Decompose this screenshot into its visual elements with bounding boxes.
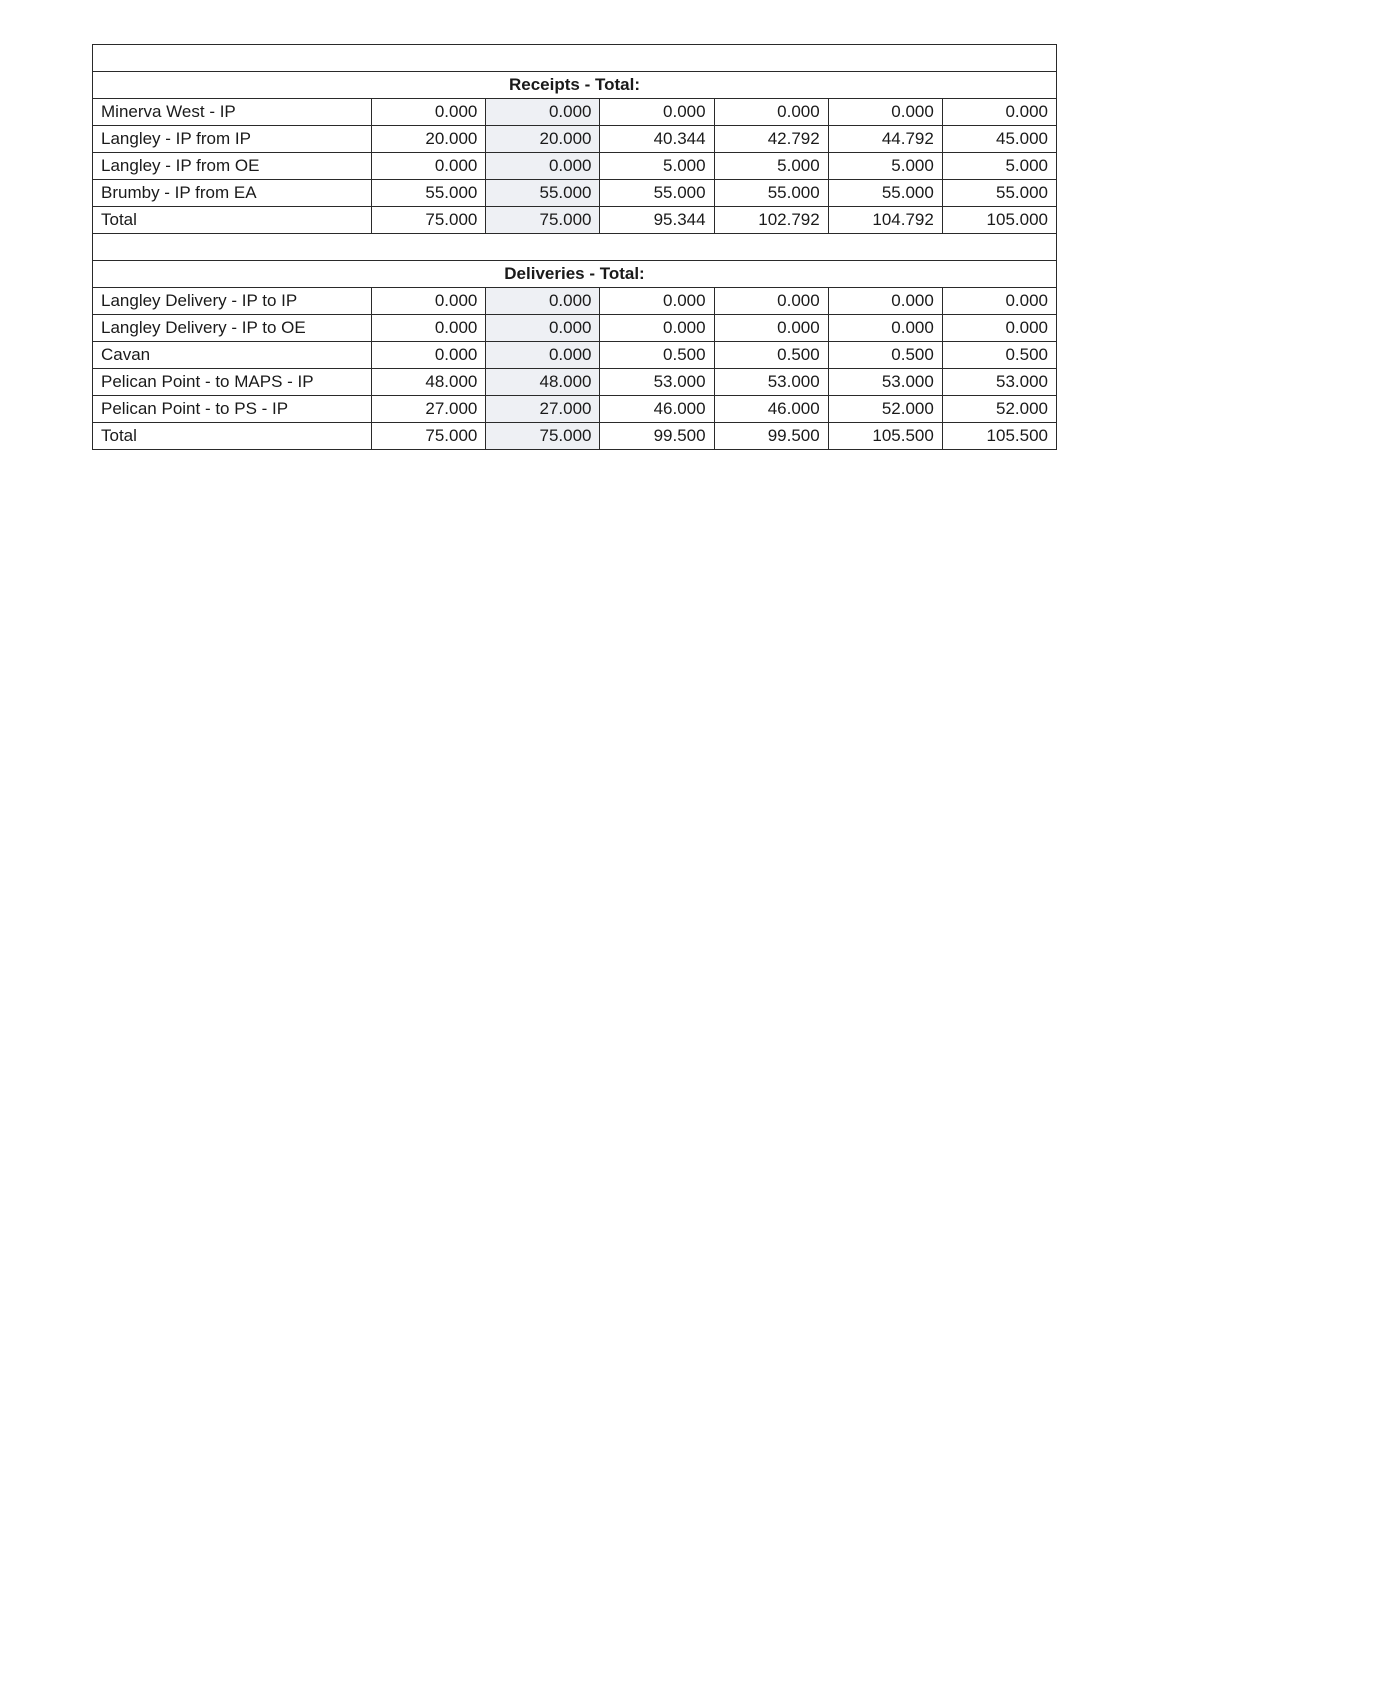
- value-cell: 20.000: [486, 126, 600, 153]
- section-separator: [93, 234, 1057, 288]
- value-cell: 0.500: [828, 342, 942, 369]
- value-cell: 0.000: [942, 315, 1056, 342]
- flow-table-sheet: [92, 44, 1057, 450]
- value-cell: 75.000: [486, 207, 600, 234]
- table-row: [93, 423, 1057, 450]
- value-cell: 0.000: [372, 153, 486, 180]
- value-cell: 0.000: [600, 315, 714, 342]
- value-cell: 55.000: [486, 180, 600, 207]
- value-cell: 44.792: [828, 126, 942, 153]
- value-cell: 53.000: [942, 369, 1056, 396]
- value-cell: 105.500: [942, 423, 1056, 450]
- value-cell: 0.000: [372, 288, 486, 315]
- row-label: Total: [93, 207, 372, 234]
- section-header-receipts: [93, 72, 1057, 99]
- value-cell: 0.000: [942, 99, 1056, 126]
- value-cell: 48.000: [372, 369, 486, 396]
- value-cell: 55.000: [942, 180, 1056, 207]
- value-cell: 53.000: [600, 369, 714, 396]
- value-cell: 20.000: [372, 126, 486, 153]
- row-label: Langley - IP from IP: [93, 126, 372, 153]
- value-cell: 0.000: [486, 288, 600, 315]
- value-cell: 5.000: [942, 153, 1056, 180]
- row-label: Total: [93, 423, 372, 450]
- flow-table-body: [93, 45, 1057, 99]
- value-cell: 27.000: [372, 396, 486, 423]
- value-cell: 27.000: [486, 396, 600, 423]
- value-cell: 0.000: [714, 315, 828, 342]
- value-cell: 99.500: [714, 423, 828, 450]
- value-cell: 0.000: [714, 99, 828, 126]
- row-label: Langley Delivery - IP to IP: [93, 288, 372, 315]
- value-cell: 45.000: [942, 126, 1056, 153]
- value-cell: 5.000: [600, 153, 714, 180]
- row-label: Pelican Point - to MAPS - IP: [93, 369, 372, 396]
- value-cell: 53.000: [714, 369, 828, 396]
- value-cell: 55.000: [600, 180, 714, 207]
- value-cell: 0.000: [828, 288, 942, 315]
- value-cell: 48.000: [486, 369, 600, 396]
- value-cell: 52.000: [828, 396, 942, 423]
- receipts-title: Receipts - Total:: [93, 72, 1057, 99]
- value-cell: 46.000: [714, 396, 828, 423]
- table-row: [93, 288, 1057, 315]
- row-label: Pelican Point - to PS - IP: [93, 396, 372, 423]
- table-row: [93, 369, 1057, 396]
- value-cell: 75.000: [486, 423, 600, 450]
- table-row: [93, 99, 1057, 126]
- value-cell: 52.000: [942, 396, 1056, 423]
- value-cell: 0.500: [942, 342, 1056, 369]
- value-cell: 55.000: [372, 180, 486, 207]
- receipts-rows: [93, 99, 1057, 234]
- blank-cell: [93, 234, 1057, 261]
- value-cell: 0.000: [828, 315, 942, 342]
- value-cell: 0.000: [372, 315, 486, 342]
- value-cell: 0.500: [714, 342, 828, 369]
- table-row: [93, 153, 1057, 180]
- value-cell: 0.000: [372, 99, 486, 126]
- value-cell: 0.000: [600, 288, 714, 315]
- value-cell: 0.000: [942, 288, 1056, 315]
- value-cell: 75.000: [372, 423, 486, 450]
- value-cell: 5.000: [714, 153, 828, 180]
- value-cell: 40.344: [600, 126, 714, 153]
- flow-table: [92, 44, 1057, 450]
- value-cell: 46.000: [600, 396, 714, 423]
- row-label: Minerva West - IP: [93, 99, 372, 126]
- value-cell: 5.000: [828, 153, 942, 180]
- value-cell: 0.000: [600, 99, 714, 126]
- value-cell: 55.000: [714, 180, 828, 207]
- value-cell: 102.792: [714, 207, 828, 234]
- value-cell: 53.000: [828, 369, 942, 396]
- value-cell: 0.000: [486, 153, 600, 180]
- value-cell: 99.500: [600, 423, 714, 450]
- row-label: Langley Delivery - IP to OE: [93, 315, 372, 342]
- table-row: [93, 315, 1057, 342]
- row-label: Cavan: [93, 342, 372, 369]
- table-row: [93, 126, 1057, 153]
- table-row: [93, 396, 1057, 423]
- table-row: [93, 180, 1057, 207]
- value-cell: 0.000: [486, 99, 600, 126]
- value-cell: 105.000: [942, 207, 1056, 234]
- value-cell: 0.000: [486, 342, 600, 369]
- value-cell: 104.792: [828, 207, 942, 234]
- blank-row: [93, 234, 1057, 261]
- deliveries-title: Deliveries - Total:: [93, 261, 1057, 288]
- table-row: [93, 342, 1057, 369]
- row-label: Langley - IP from OE: [93, 153, 372, 180]
- deliveries-rows: [93, 288, 1057, 450]
- value-cell: 0.500: [600, 342, 714, 369]
- value-cell: 75.000: [372, 207, 486, 234]
- value-cell: 105.500: [828, 423, 942, 450]
- value-cell: 0.000: [372, 342, 486, 369]
- section-header-deliveries: [93, 261, 1057, 288]
- value-cell: 0.000: [486, 315, 600, 342]
- value-cell: 95.344: [600, 207, 714, 234]
- value-cell: 0.000: [828, 99, 942, 126]
- table-row: [93, 207, 1057, 234]
- blank-cell: [93, 45, 1057, 72]
- blank-row: [93, 45, 1057, 72]
- value-cell: 42.792: [714, 126, 828, 153]
- row-label: Brumby - IP from EA: [93, 180, 372, 207]
- value-cell: 55.000: [828, 180, 942, 207]
- value-cell: 0.000: [714, 288, 828, 315]
